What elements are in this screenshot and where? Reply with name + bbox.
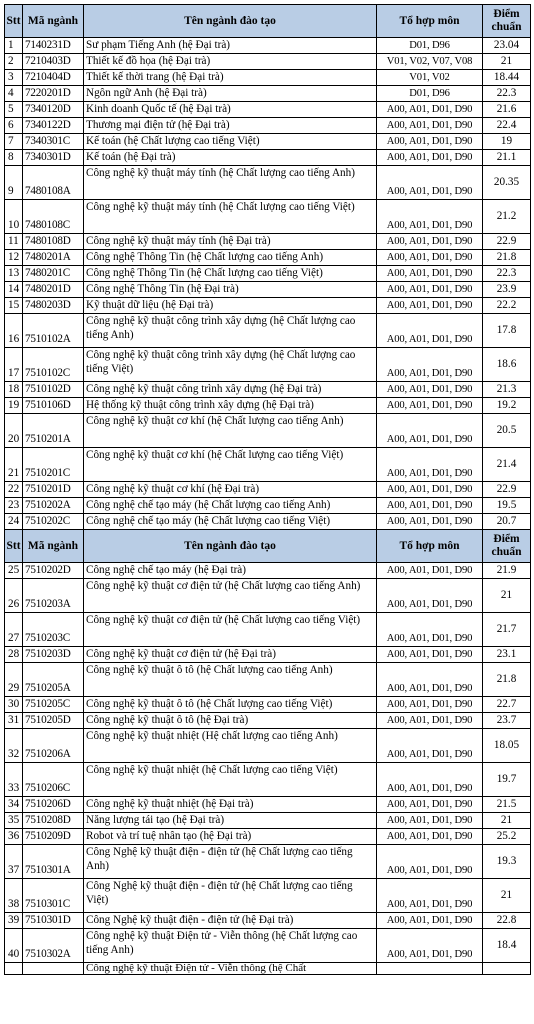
cell-score: 22.8 [483, 913, 531, 929]
cell-name: Công Nghệ kỹ thuật điện - điện tử (hệ Đại trà) [84, 913, 377, 929]
cell-code: 7510301A [23, 845, 84, 879]
cell-name: Công nghệ chế tạo máy (hệ Đại trà) [84, 563, 377, 579]
cell-combo: V01, V02, V07, V08 [377, 54, 483, 70]
cell-name: Công nghệ Thông Tin (hệ Đại trà) [84, 282, 377, 298]
cell-combo: A00, A01, D01, D90 [377, 813, 483, 829]
table-row [5, 797, 531, 813]
table-row [5, 250, 531, 266]
table-header-row-repeat [5, 530, 531, 563]
cell-code: 7480203D [23, 298, 84, 314]
cell-name: Công nghệ kỹ thuật cơ điện tử (hệ Chất lượng cao tiếng Anh) [84, 579, 377, 613]
cell-code: 7510201A [23, 414, 84, 448]
cell-score: 21 [483, 579, 531, 613]
cell-stt: 6 [5, 118, 23, 134]
cell-code: 7510205D [23, 713, 84, 729]
table-row [5, 713, 531, 729]
cell-name: Công nghệ kỹ thuật cơ khí (hệ Chất lượng cao tiếng Anh) [84, 414, 377, 448]
cell-combo: A00, A01, D01, D90 [377, 102, 483, 118]
table-body-cutoff [5, 963, 531, 975]
table-row [5, 166, 531, 200]
table-row [5, 70, 531, 86]
cell-combo: A00, A01, D01, D90 [377, 348, 483, 382]
table-row [5, 200, 531, 234]
cell-name: Sư phạm Tiếng Anh (hệ Đại trà) [84, 38, 377, 54]
cell-code: 7510106D [23, 398, 84, 414]
cell-stt: 27 [5, 613, 23, 647]
cell-combo: V01, V02 [377, 70, 483, 86]
table-row [5, 879, 531, 913]
cell-code: 7510102A [23, 314, 84, 348]
table-row [5, 579, 531, 613]
header-code-repeat: Mã ngành [23, 530, 84, 563]
cell-name: Công nghệ kỹ thuật công trình xây dựng (hệ Đại trà) [84, 382, 377, 398]
cell-code: 7510201D [23, 482, 84, 498]
cell-combo: A00, A01, D01, D90 [377, 200, 483, 234]
admission-score-sheet [4, 4, 530, 975]
cell-code: 7340120D [23, 102, 84, 118]
cell-score: 18.05 [483, 729, 531, 763]
table-row [5, 150, 531, 166]
cell-combo: D01, D96 [377, 86, 483, 102]
cell-stt: 21 [5, 448, 23, 482]
cell-stt: 12 [5, 250, 23, 266]
cell-stt: 1 [5, 38, 23, 54]
cell-name: Công nghệ kỹ thuật cơ điện tử (hệ Chất lượng cao tiếng Việt) [84, 613, 377, 647]
cell-stt: 3 [5, 70, 23, 86]
table-row [5, 282, 531, 298]
cell-combo: A00, A01, D01, D90 [377, 314, 483, 348]
cell-score: 21.9 [483, 563, 531, 579]
cell-name: Công nghệ chế tạo máy (hệ Chất lượng cao tiếng Việt) [84, 514, 377, 530]
table-row [5, 266, 531, 282]
cell-name: Thiết kế đồ họa (hệ Đại trà) [84, 54, 377, 70]
cell-stt: 7 [5, 134, 23, 150]
cell-combo: A00, A01, D01, D90 [377, 234, 483, 250]
cell-code: 7510203C [23, 613, 84, 647]
cell-stt: 36 [5, 829, 23, 845]
table-header-repeat [5, 530, 531, 563]
cell-score: 21 [483, 879, 531, 913]
cell-name: Thương mại điện tử (hệ Đại trà) [84, 118, 377, 134]
cell-combo: A00, A01, D01, D90 [377, 482, 483, 498]
cell-combo: A00, A01, D01, D90 [377, 166, 483, 200]
cell-code: 7480108C [23, 200, 84, 234]
table-row [5, 845, 531, 879]
score-table [4, 4, 531, 975]
cell-code: 7140231D [23, 38, 84, 54]
cell-stt: 17 [5, 348, 23, 382]
cell-combo: A00, A01, D01, D90 [377, 829, 483, 845]
cell-stt: 35 [5, 813, 23, 829]
cell-combo: A00, A01, D01, D90 [377, 913, 483, 929]
cell-stt: 10 [5, 200, 23, 234]
cell-name: Robot và trí tuệ nhân tạo (hệ Đại trà) [84, 829, 377, 845]
cell-stt: 19 [5, 398, 23, 414]
cell-code: 7510202C [23, 514, 84, 530]
cell-combo: A00, A01, D01, D90 [377, 797, 483, 813]
cell-name: Công nghệ chế tạo máy (hệ Chất lượng cao tiếng Anh) [84, 498, 377, 514]
cell-name: Kế toán (hệ Chất lượng cao tiếng Việt) [84, 134, 377, 150]
cell-combo: A00, A01, D01, D90 [377, 448, 483, 482]
cell-combo: A00, A01, D01, D90 [377, 498, 483, 514]
cell-code: 7340122D [23, 118, 84, 134]
cell-name: Năng lượng tái tạo (hệ Đại trà) [84, 813, 377, 829]
cell-name: Kỹ thuật dữ liệu (hệ Đại trà) [84, 298, 377, 314]
cell-code: 7210403D [23, 54, 84, 70]
cell-score: 18.6 [483, 348, 531, 382]
cell-code [23, 963, 84, 975]
cell-score: 21.4 [483, 448, 531, 482]
cell-score: 20.7 [483, 514, 531, 530]
table-row [5, 498, 531, 514]
cell-code: 7510301D [23, 913, 84, 929]
table-row-partial [5, 963, 531, 975]
cell-score: 23.04 [483, 38, 531, 54]
table-row [5, 118, 531, 134]
cell-score: 23.1 [483, 647, 531, 663]
cell-code: 7510205A [23, 663, 84, 697]
cell-combo: A00, A01, D01, D90 [377, 250, 483, 266]
cell-stt: 38 [5, 879, 23, 913]
cell-combo: A00, A01, D01, D90 [377, 663, 483, 697]
cell-code: 7340301D [23, 150, 84, 166]
cell-name: Ngôn ngữ Anh (hệ Đại trà) [84, 86, 377, 102]
cell-combo: A00, A01, D01, D90 [377, 929, 483, 963]
cell-score: 20.5 [483, 414, 531, 448]
cell-code: 7510102C [23, 348, 84, 382]
table-row [5, 382, 531, 398]
cell-stt: 31 [5, 713, 23, 729]
cell-combo: A00, A01, D01, D90 [377, 134, 483, 150]
cell-stt: 15 [5, 298, 23, 314]
header-name: Tên ngành đào tạo [84, 5, 377, 38]
cell-score: 17.8 [483, 314, 531, 348]
cell-score: 21 [483, 54, 531, 70]
cell-combo: A00, A01, D01, D90 [377, 729, 483, 763]
cell-score: 21.1 [483, 150, 531, 166]
cell-combo [377, 963, 483, 975]
cell-name: Công Nghệ kỹ thuật điện - điện tử (hệ Chất lượng cao tiếng Anh) [84, 845, 377, 879]
cell-name: Công nghệ kỹ thuật cơ điện tử (hệ Đại trà) [84, 647, 377, 663]
cell-stt: 16 [5, 314, 23, 348]
cell-score: 25.2 [483, 829, 531, 845]
cell-score: 21.6 [483, 102, 531, 118]
cell-combo: A00, A01, D01, D90 [377, 697, 483, 713]
cell-code: 7510301C [23, 879, 84, 913]
cell-stt: 18 [5, 382, 23, 398]
cell-combo: A00, A01, D01, D90 [377, 763, 483, 797]
table-row [5, 697, 531, 713]
cell-name: Công nghệ kỹ thuật nhiệt (hệ Chất lượng cao tiếng Việt) [84, 763, 377, 797]
cell-code: 7480201A [23, 250, 84, 266]
cell-name: Công nghệ Thông Tin (hệ Chất lượng cao tiếng Anh) [84, 250, 377, 266]
cell-stt: 32 [5, 729, 23, 763]
cell-stt: 4 [5, 86, 23, 102]
cell-code: 7510209D [23, 829, 84, 845]
table-row [5, 729, 531, 763]
cell-code: 7480201C [23, 266, 84, 282]
cell-name: Kế toán (hệ Đại trà) [84, 150, 377, 166]
cell-name: Hệ thống kỹ thuật công trình xây dựng (hệ Đại trà) [84, 398, 377, 414]
header-combo: Tổ hợp môn [377, 5, 483, 38]
table-row [5, 348, 531, 382]
table-row [5, 38, 531, 54]
table-row [5, 448, 531, 482]
cell-stt: 26 [5, 579, 23, 613]
cell-stt: 9 [5, 166, 23, 200]
cell-name: Thiết kế thời trang (hệ Đại trà) [84, 70, 377, 86]
cell-name: Công nghệ kỹ thuật máy tính (hệ Đại trà) [84, 234, 377, 250]
cell-name: Công nghệ kỹ thuật máy tính (hệ Chất lượng cao tiếng Anh) [84, 166, 377, 200]
cell-code: 7510201C [23, 448, 84, 482]
cell-stt: 39 [5, 913, 23, 929]
cell-stt: 11 [5, 234, 23, 250]
cell-combo: A00, A01, D01, D90 [377, 613, 483, 647]
table-row [5, 763, 531, 797]
table-row [5, 314, 531, 348]
cell-score: 21.8 [483, 663, 531, 697]
cell-score: 22.9 [483, 482, 531, 498]
cell-name: Công nghệ kỹ thuật cơ khí (hệ Chất lượng cao tiếng Việt) [84, 448, 377, 482]
cell-code: 7480108D [23, 234, 84, 250]
cell-code: 7510206D [23, 797, 84, 813]
table-row [5, 298, 531, 314]
cell-stt: 14 [5, 282, 23, 298]
cell-code: 7480201D [23, 282, 84, 298]
cell-combo: A00, A01, D01, D90 [377, 398, 483, 414]
cell-stt: 22 [5, 482, 23, 498]
cell-score: 23.9 [483, 282, 531, 298]
table-row [5, 913, 531, 929]
cell-name: Công Nghệ kỹ thuật điện - điện tử (hệ Chất lượng cao tiếng Việt) [84, 879, 377, 913]
cell-score: 21.2 [483, 200, 531, 234]
table-row [5, 414, 531, 448]
table-row [5, 663, 531, 697]
cell-score: 19 [483, 134, 531, 150]
cell-score: 21.5 [483, 797, 531, 813]
cell-stt: 40 [5, 929, 23, 963]
cell-score: 19.7 [483, 763, 531, 797]
header-stt: Stt [5, 5, 23, 38]
cell-combo: A00, A01, D01, D90 [377, 266, 483, 282]
cell-score: 18.44 [483, 70, 531, 86]
cell-code: 7210404D [23, 70, 84, 86]
cell-code: 7510203A [23, 579, 84, 613]
cell-name: Công nghệ kỹ thuật công trình xây dựng (hệ Chất lượng cao tiếng Anh) [84, 314, 377, 348]
cell-name: Công nghệ kỹ thuật Điện tử - Viễn thông (hệ Chất [84, 963, 377, 975]
cell-combo: A00, A01, D01, D90 [377, 563, 483, 579]
cell-code: 7510202A [23, 498, 84, 514]
cell-combo: A00, A01, D01, D90 [377, 845, 483, 879]
cell-name: Công nghệ kỹ thuật nhiệt (Hệ chất lượng cao tiếng Anh) [84, 729, 377, 763]
cell-stt: 8 [5, 150, 23, 166]
table-row [5, 929, 531, 963]
table-row [5, 613, 531, 647]
cell-code: 7480108A [23, 166, 84, 200]
cell-score: 19.5 [483, 498, 531, 514]
cell-stt [5, 963, 23, 975]
table-row [5, 482, 531, 498]
cell-score [483, 963, 531, 975]
cell-name: Công nghệ Thông Tin (hệ Chất lượng cao tiếng Việt) [84, 266, 377, 282]
header-score: Điểm chuẩn [483, 5, 531, 38]
table-row [5, 54, 531, 70]
cell-combo: A00, A01, D01, D90 [377, 282, 483, 298]
cell-score: 22.7 [483, 697, 531, 713]
table-row [5, 102, 531, 118]
cell-stt: 24 [5, 514, 23, 530]
cell-stt: 34 [5, 797, 23, 813]
table-body-part2 [5, 563, 531, 963]
table-row [5, 86, 531, 102]
cell-stt: 5 [5, 102, 23, 118]
cell-score: 22.4 [483, 118, 531, 134]
cell-stt: 37 [5, 845, 23, 879]
cell-code: 7510102D [23, 382, 84, 398]
cell-combo: A00, A01, D01, D90 [377, 879, 483, 913]
table-row [5, 829, 531, 845]
cell-combo: A00, A01, D01, D90 [377, 382, 483, 398]
cell-stt: 13 [5, 266, 23, 282]
cell-code: 7510206A [23, 729, 84, 763]
cell-code: 7510205C [23, 697, 84, 713]
table-row [5, 647, 531, 663]
cell-combo: A00, A01, D01, D90 [377, 713, 483, 729]
cell-score: 18.4 [483, 929, 531, 963]
table-body-part1 [5, 38, 531, 530]
cell-combo: A00, A01, D01, D90 [377, 298, 483, 314]
table-row [5, 234, 531, 250]
table-row [5, 134, 531, 150]
cell-score: 23.7 [483, 713, 531, 729]
cell-score: 22.3 [483, 266, 531, 282]
cell-name: Công nghệ kỹ thuật ô tô (hệ Đại trà) [84, 713, 377, 729]
cell-stt: 30 [5, 697, 23, 713]
cell-name: Công nghệ kỹ thuật Điện tử - Viễn thông (hệ Chất lượng cao tiếng Anh) [84, 929, 377, 963]
cell-score: 22.2 [483, 298, 531, 314]
cell-score: 21.8 [483, 250, 531, 266]
cell-code: 7510203D [23, 647, 84, 663]
cell-stt: 29 [5, 663, 23, 697]
cell-name: Công nghệ kỹ thuật máy tính (hệ Chất lượng cao tiếng Việt) [84, 200, 377, 234]
cell-code: 7510206C [23, 763, 84, 797]
table-row [5, 813, 531, 829]
cell-code: 7510208D [23, 813, 84, 829]
cell-name: Công nghệ kỹ thuật nhiệt (hệ Đại trà) [84, 797, 377, 813]
cell-code: 7510202D [23, 563, 84, 579]
header-combo-repeat: Tổ hợp môn [377, 530, 483, 563]
cell-combo: A00, A01, D01, D90 [377, 647, 483, 663]
header-name-repeat: Tên ngành đào tạo [84, 530, 377, 563]
cell-stt: 23 [5, 498, 23, 514]
cell-combo: A00, A01, D01, D90 [377, 414, 483, 448]
table-header-row [5, 5, 531, 38]
table-row [5, 514, 531, 530]
cell-score: 21.7 [483, 613, 531, 647]
cell-name: Công nghệ kỹ thuật công trình xây dựng (hệ Chất lượng cao tiếng Việt) [84, 348, 377, 382]
cell-combo: A00, A01, D01, D90 [377, 150, 483, 166]
cell-combo: D01, D96 [377, 38, 483, 54]
cell-combo: A00, A01, D01, D90 [377, 579, 483, 613]
header-code: Mã ngành [23, 5, 84, 38]
cell-score: 19.3 [483, 845, 531, 879]
cell-stt: 20 [5, 414, 23, 448]
cell-score: 22.3 [483, 86, 531, 102]
cell-score: 21 [483, 813, 531, 829]
cell-code: 7220201D [23, 86, 84, 102]
cell-stt: 33 [5, 763, 23, 797]
cell-code: 7510302A [23, 929, 84, 963]
cell-stt: 2 [5, 54, 23, 70]
cell-code: 7340301C [23, 134, 84, 150]
header-score-repeat: Điểm chuẩn [483, 530, 531, 563]
cell-name: Công nghệ kỹ thuật cơ khí (hệ Đại trà) [84, 482, 377, 498]
cell-combo: A00, A01, D01, D90 [377, 118, 483, 134]
cell-name: Công nghệ kỹ thuật ô tô (hệ Chất lượng cao tiếng Việt) [84, 697, 377, 713]
cell-score: 20.35 [483, 166, 531, 200]
cell-stt: 28 [5, 647, 23, 663]
cell-score: 22.9 [483, 234, 531, 250]
header-stt-repeat: Stt [5, 530, 23, 563]
cell-combo: A00, A01, D01, D90 [377, 514, 483, 530]
table-row [5, 563, 531, 579]
cell-name: Kinh doanh Quốc tế (hệ Đại trà) [84, 102, 377, 118]
cell-score: 19.2 [483, 398, 531, 414]
cell-score: 21.3 [483, 382, 531, 398]
table-row [5, 398, 531, 414]
cell-name: Công nghệ kỹ thuật ô tô (hệ Chất lượng cao tiếng Anh) [84, 663, 377, 697]
cell-stt: 25 [5, 563, 23, 579]
